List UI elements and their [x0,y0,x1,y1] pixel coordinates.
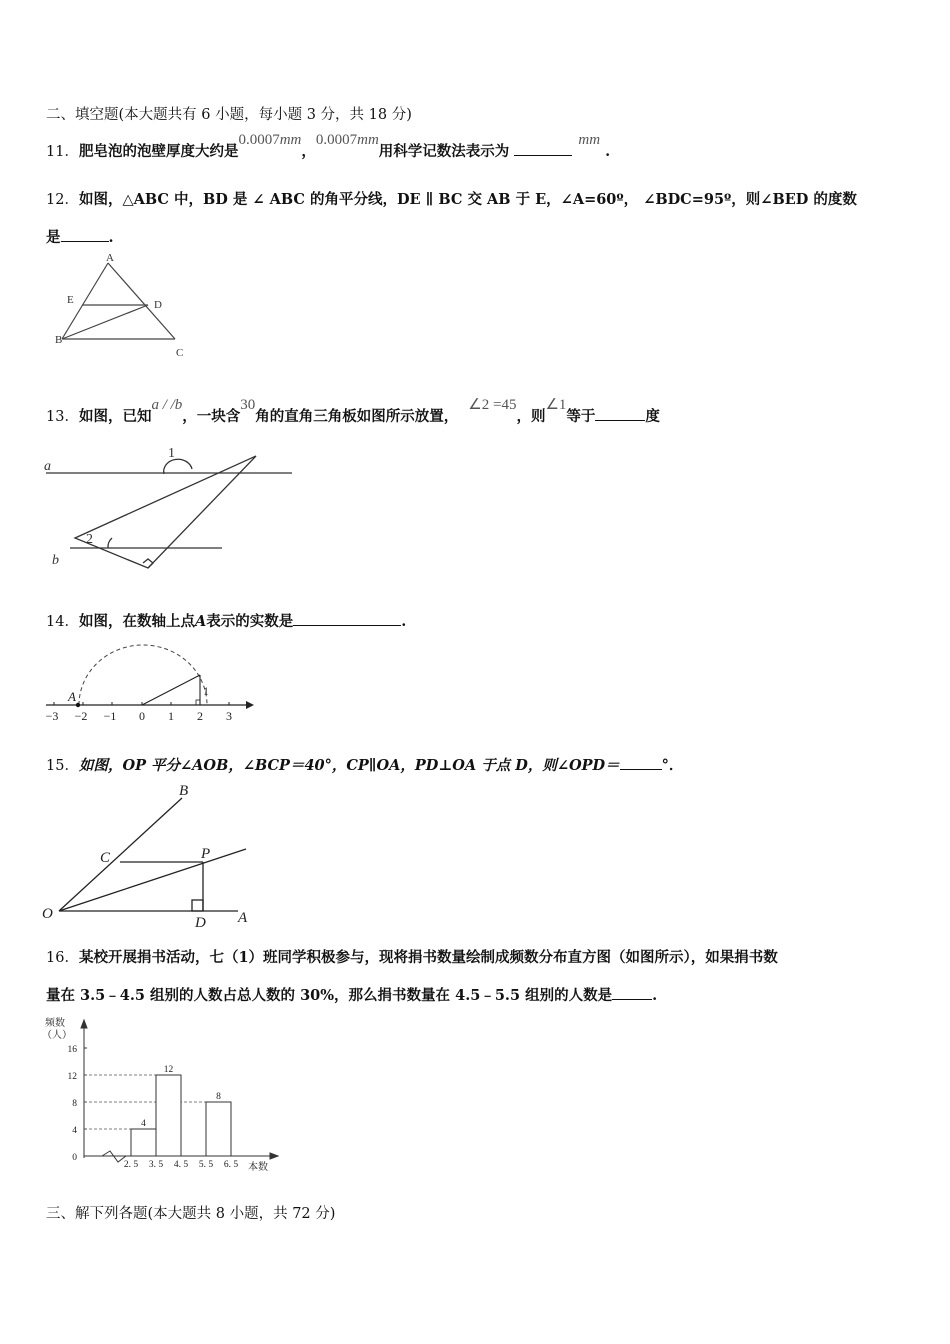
q13-math-4: ∠1 [545,397,567,413]
q13-text-3: 角的直角三角板如图所示放置， [255,408,459,425]
q11-unit-2: mm [357,132,379,148]
q15-label-c: C [100,850,111,866]
q16-bar [131,1129,156,1156]
q12-label-a: A [106,252,114,264]
q14-tick-3: 3 [226,709,232,723]
q12-text: 如图，△ABC 中，BD 是 ∠ ABC 的角平分线，DE ∥ BC 交 AB 于 E，∠A=60º， ∠BDC=95º，则∠BED 的度数 [78,191,857,208]
q13-math-1: a / /b [151,397,183,413]
q16-bar [206,1102,231,1156]
q15-label-a: A [238,910,248,926]
q16-x-tick-4-5: 4. 5 [173,1160,189,1170]
q11-number: 11． [46,144,79,160]
q11-answer-blank[interactable] [514,143,572,156]
section-3-title [46,1202,335,1223]
q13-math-3: ∠2 =45 [468,397,517,413]
q16-y-tick-4: 4 [72,1126,77,1136]
q16-text-line-2: 量在 3.5﹣4.5 组别的人数占总人数的 30%，那么捐书数量在 4.5﹣5.5 组别的人数是 [46,987,613,1004]
q14-point-a: A [194,613,207,630]
q11-unit-3: mm [578,132,601,148]
q16-x-tick-2-5: 2. 5 [123,1160,139,1170]
q14-right-angle-mark [196,700,200,705]
q16-histogram [40,1010,290,1175]
q12-number: 12． [46,192,79,208]
q12-answer-blank[interactable] [61,229,109,242]
q13-text-1: 如图，已知 [78,408,152,425]
q13-text-5: 等于 [566,408,596,425]
q14-tick-neg3: −3 [45,709,59,723]
q14-tick-neg1: −1 [103,709,117,723]
q15-right-angle-mark [192,900,203,911]
q15-number: 15． [46,758,79,774]
q13-label-1: 1 [168,446,175,461]
q16-y-label-1: 频数 [45,1018,65,1029]
section-2-title-text: 二、填空题(本大题共有 6 小题，每小题 3 分，共 18 分) [46,107,412,123]
q12-label-e: E [67,294,74,306]
q16-y-tick-0: 0 [72,1153,77,1163]
q14-answer-blank[interactable] [293,613,401,626]
q16-y-label-2: （人） [42,1030,72,1041]
q14-tick-2: 2 [197,709,203,723]
q12-label-b: B [55,334,63,346]
q15-label-p: P [201,846,211,862]
q14-tick-neg2: −2 [74,709,88,723]
question-14 [46,610,406,631]
question-16-line-2 [46,984,657,1005]
q14-number-line-figure [40,635,260,725]
q16-end: . [652,987,658,1004]
q14-axis-arrow [246,701,254,709]
q16-x-tick-3-5: 3. 5 [148,1160,164,1170]
q15-label-o: O [42,906,53,922]
q14-tick-1: 1 [168,709,174,723]
q14-point-a-dot [76,703,80,707]
q14-tick-0: 0 [139,709,145,723]
question-15 [46,754,683,775]
q12-end: . [108,229,114,246]
q15-ray-ob [59,798,182,911]
q14-text-2: 表示的实数是 [206,613,294,630]
question-13 [46,397,660,426]
q16-y-axis-arrow [81,1020,87,1028]
q16-answer-blank[interactable] [612,987,652,1000]
q13-label-b: b [52,553,59,568]
q11-text-2: 用科学记数法表示为 [378,143,510,160]
q12-label-d: D [154,299,162,311]
q16-x-tick-5-5: 5. 5 [198,1160,214,1170]
q11-unit-1: mm [279,132,302,148]
q16-bar-label: 12 [163,1065,174,1075]
q14-dashed-arc [79,645,207,705]
q11-math-2: 0.0007 [315,132,358,148]
q16-x-axis-arrow [270,1153,278,1159]
q15-answer-blank[interactable] [620,757,662,770]
q11-math-1: 0.0007 [238,132,280,148]
question-12 [46,188,857,209]
q16-x-tick-6-5: 6. 5 [223,1160,239,1170]
question-16 [46,946,778,967]
q16-number: 16． [46,950,79,966]
q12-side-ac [108,263,175,339]
q14-text-1: 如图，在数轴上点 [78,613,195,630]
q15-label-d: D [195,915,206,928]
q15-angle-bisector-figure [38,780,258,928]
q16-y-tick-8: 8 [72,1099,77,1109]
q13-text-4: ，则 [516,408,546,425]
question-12-line-2 [46,226,114,247]
q13-label-2: 2 [86,532,93,547]
q16-text-line-1: 某校开展捐书活动，七（1）班同学积极参与，现将捐书数量绘制成频数分布直方图（如图所示），如果捐书数 [78,949,778,966]
q15-end: °． [661,757,684,774]
q13-text-6: 度 [645,408,660,425]
q16-x-label: 本数 [248,1162,268,1173]
q12-label-c: C [176,347,184,359]
q12-text-line-2: 是 [46,229,61,246]
q11-separator: ， [301,143,316,160]
q16-bar [156,1075,181,1156]
q13-angle-1-arc [164,459,192,474]
q11-end: . [605,143,611,160]
section-2-title [46,103,412,124]
q13-number: 13． [46,409,79,425]
q11-text-1: 肥皂泡的泡壁厚度大约是 [78,143,239,160]
q13-text-2: ，一块含 [182,408,241,425]
question-11 [46,132,611,161]
q14-label-a: A [68,689,76,704]
q12-segment-bd [62,305,148,339]
q13-answer-blank[interactable] [595,408,645,421]
section-3-title-text: 三、解下列各题(本大题共 8 小题，共 72 分) [46,1206,336,1222]
q16-bar-label: 8 [216,1092,221,1102]
q15-ray-op [59,849,246,911]
q14-label-1: 1 [203,684,209,698]
q14-hypotenuse [142,675,200,705]
q16-y-tick-12: 12 [67,1072,77,1082]
q15-text: 如图，OP 平分∠AOB，∠BCP＝40°，CP∥OA，PD⊥OA 于点 D，则∠OPD＝ [78,757,620,774]
q14-end: . [401,613,407,630]
q16-bar-label: 4 [141,1119,146,1129]
q12-triangle-figure [50,250,200,365]
q15-label-b: B [179,783,189,799]
q16-y-tick-16: 16 [67,1045,77,1055]
q13-angle-2-arc [108,538,112,548]
q13-math-2: 30 [240,397,256,413]
q13-label-a: a [44,459,51,474]
q14-number: 14． [46,614,79,630]
q13-parallel-lines-figure [40,440,310,575]
